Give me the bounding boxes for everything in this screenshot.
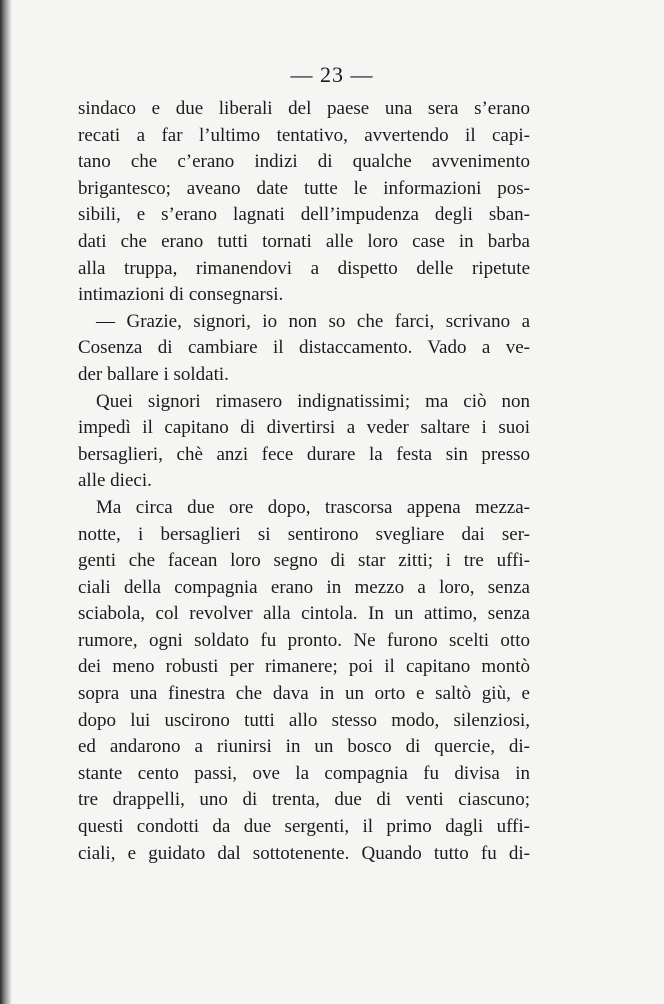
text-line: Ma circa due ore dopo, trascorsa appena mezza- — [96, 496, 530, 518]
text-line: sibili, e s’erano lagnati dell’impudenza degli sban- — [78, 204, 530, 226]
text-line: intimazioni di consegnarsi. — [78, 284, 284, 306]
text-line: impedì il capitano di divertirsi a veder saltare i suoi — [78, 417, 530, 439]
text-line: alle dieci. — [78, 470, 152, 492]
text-line: rumore, ogni soldato fu pronto. Ne furono scelti otto — [78, 629, 530, 651]
text-line: Cosenza di cambiare il distaccamento. Vado a ve- — [78, 337, 530, 359]
text-line: dati che erano tutti tornati alle loro case in barba — [78, 230, 530, 252]
text-line: dopo lui uscirono tutti allo stesso modo, silenziosi, — [78, 709, 530, 731]
text-line: dei meno robusti per rimanere; poi il capitano montò — [78, 656, 530, 678]
text-line: ed andarono a riunirsi in un bosco di quercie, di- — [78, 736, 530, 758]
page-edge-shadow — [0, 0, 12, 1004]
text-line: questi condotti da due sergenti, il primo dagli uffi- — [78, 816, 530, 838]
text-line: alla truppa, rimanendovi a dispetto delle ripetute — [78, 257, 530, 279]
text-line: recati a far l’ultimo tentativo, avvertendo il capi- — [78, 124, 530, 146]
text-line: sopra una finestra che dava in un orto e saltò giù, e — [78, 683, 530, 705]
page-number: — 23 — — [290, 62, 374, 87]
text-line: sciabola, col revolver alla cintola. In un attimo, senza — [78, 603, 530, 625]
text-line: sindaco e due liberali del paese una sera s’erano — [78, 98, 530, 119]
text-line: stante cento passi, ove la compagnia fu divisa in — [78, 762, 530, 784]
text-line: brigantesco; aveano date tutte le informazioni pos- — [78, 177, 530, 199]
text-line: tano che c’erano indizi di qualche avvenimento — [78, 151, 530, 173]
text-line: bersaglieri, chè anzi fece durare la festa sin presso — [78, 443, 530, 465]
text-line: notte, i bersaglieri si sentirono svegliare dai ser- — [78, 523, 530, 545]
text-line: der ballare i soldati. — [78, 363, 229, 385]
body-text — [78, 96, 530, 867]
text-line: — Grazie, signori, io non so che farci, scrivano a — [96, 310, 530, 332]
text-line: Quei signori rimasero indignatissimi; ma ciò non — [96, 390, 530, 412]
text-line: ciali della compagnia erano in mezzo a loro, senza — [78, 576, 530, 598]
text-line: tre drappelli, uno di trenta, due di venti ciascuno; — [78, 789, 530, 811]
text-line: ciali, e guidato dal sottotenente. Quando tutto fu di- — [78, 842, 530, 864]
text-line: genti che facean loro segno di star zitti; i tre uffi- — [78, 550, 530, 572]
